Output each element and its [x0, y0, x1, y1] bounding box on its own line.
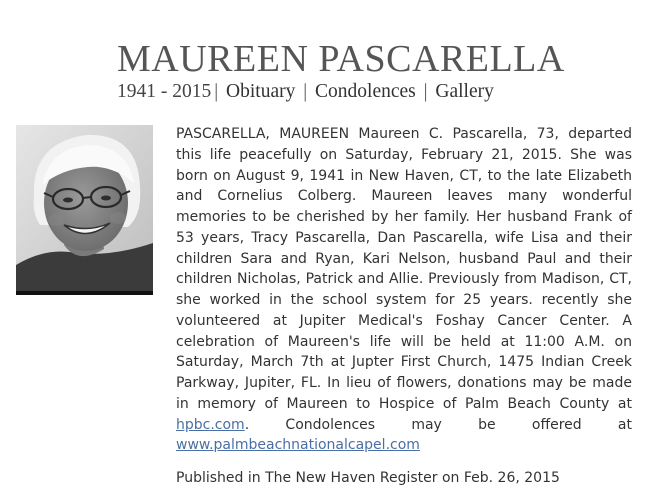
obituary-subnav [117, 82, 494, 102]
obituary-text [176, 124, 632, 456]
life-years: 1941 - 2015 [117, 81, 212, 102]
nav-separator: | [303, 81, 308, 102]
obituary-body: PASCARELLA, MAUREEN Maureen C. Pascarella, 73, departed this life peacefully on Saturday, February 21, 2015. She was born on August 9, 1941 in New Haven, CT, to the late Elizabeth and Cornelius Colberg. Maureen leaves many wonderful memories to be cherished by her family. Her husband Frank of 53 years, Tracy Pascarella, Dan Pascarella, wife Lisa and their children Sara and Ryan, Kari Nelson, husband Paul and their children Nicholas, Patrick and Allie. Previously from Madison, CT, she worked in the school system for 25 years. recently she volunteered at Jupiter Medical's Foshay Cancer Center. A celebration of Maureen's life will be held at 11:00 A.M. on Saturday, March 7th at Jupter First Church, 1475 Indian Creek Parkway, Jupiter, FL. In lieu of flowers, donations may be made in memory of Maureen to Hospice of Palm Beach County at [176, 126, 632, 412]
nav-separator: | [423, 81, 428, 102]
hpbc-link[interactable]: hpbc.com [176, 416, 245, 433]
nav-separator: | [214, 81, 219, 102]
tab-gallery[interactable]: Gallery [435, 81, 494, 102]
funeral-home-link[interactable]: www.palmbeachnationalcapel.com [176, 437, 420, 454]
tab-obituary[interactable]: Obituary [226, 81, 296, 102]
page-title: MAUREEN PASCARELLA [117, 38, 565, 80]
tab-condolences[interactable]: Condolences [315, 81, 416, 102]
published-notice: Published in The New Haven Register on Feb. 26, 2015 [176, 470, 560, 486]
portrait-illustration [16, 125, 153, 291]
portrait-photo [16, 125, 153, 295]
obituary-body-continued: . Condolences may be offered at [244, 416, 632, 433]
